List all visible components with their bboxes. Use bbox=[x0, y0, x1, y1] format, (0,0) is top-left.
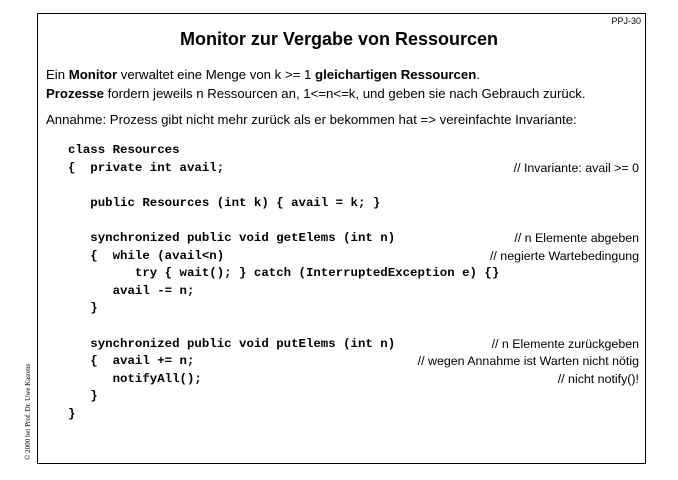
code-line: notifyAll(); bbox=[68, 371, 202, 386]
copyright-note: © 2000 bei Prof. Dr. Uwe Kastens bbox=[24, 363, 32, 460]
intro-text: Ein bbox=[46, 67, 69, 82]
code-comment: // n Elemente abgeben bbox=[514, 231, 639, 245]
code-line: class Resources bbox=[68, 143, 180, 157]
intro-text: fordern jeweils n Ressourcen an, 1<=n<=k, und geben sie nach Gebrauch zurück. bbox=[103, 86, 586, 101]
intro-text: verwaltet eine Menge von k >= 1 bbox=[117, 67, 316, 82]
term-resources: gleichartigen Ressourcen bbox=[315, 67, 477, 82]
term-monitor: Monitor bbox=[68, 67, 118, 82]
code-line: public Resources (int k) { avail = k; } bbox=[68, 195, 381, 210]
intro-paragraph bbox=[46, 65, 586, 103]
assumption-text: Annahme: Prozess gibt nicht mehr zurück als er bekommen hat => vereinfachte Invariante: bbox=[46, 112, 577, 127]
code-comment: // nicht notify()! bbox=[557, 371, 639, 386]
code-comment: // n Elemente zurückgeben bbox=[491, 336, 639, 351]
intro-line-2 bbox=[46, 84, 586, 103]
code-line: synchronized public void putElems (int n) bbox=[68, 336, 396, 351]
code-comment: // Invariante: avail >= 0 bbox=[513, 160, 639, 175]
code-line: } bbox=[68, 389, 98, 404]
intro-line-1 bbox=[46, 65, 586, 84]
code-line: try { wait(); } catch (InterruptedException e) {} bbox=[68, 266, 500, 281]
code-line: { while (avail<n) bbox=[68, 248, 225, 263]
code-line: { private int avail; bbox=[68, 160, 225, 175]
code-line: avail -= n; bbox=[68, 283, 195, 298]
code-line: } bbox=[68, 407, 76, 421]
intro-text: . bbox=[476, 67, 480, 82]
code-line: synchronized public void getElems (int n) bbox=[68, 231, 396, 245]
code-comment: // negierte Wartebedingung bbox=[489, 248, 639, 263]
code-comment: // wegen Annahme ist Warten nicht nötig bbox=[417, 354, 639, 369]
code-line: { avail += n; bbox=[68, 354, 195, 369]
code-block bbox=[68, 141, 639, 441]
page-number: PPJ-30 bbox=[611, 16, 641, 26]
code-line: } bbox=[68, 301, 98, 316]
term-processes: Prozesse bbox=[46, 86, 104, 101]
slide-title: Monitor zur Vergabe von Ressourcen bbox=[179, 29, 499, 49]
